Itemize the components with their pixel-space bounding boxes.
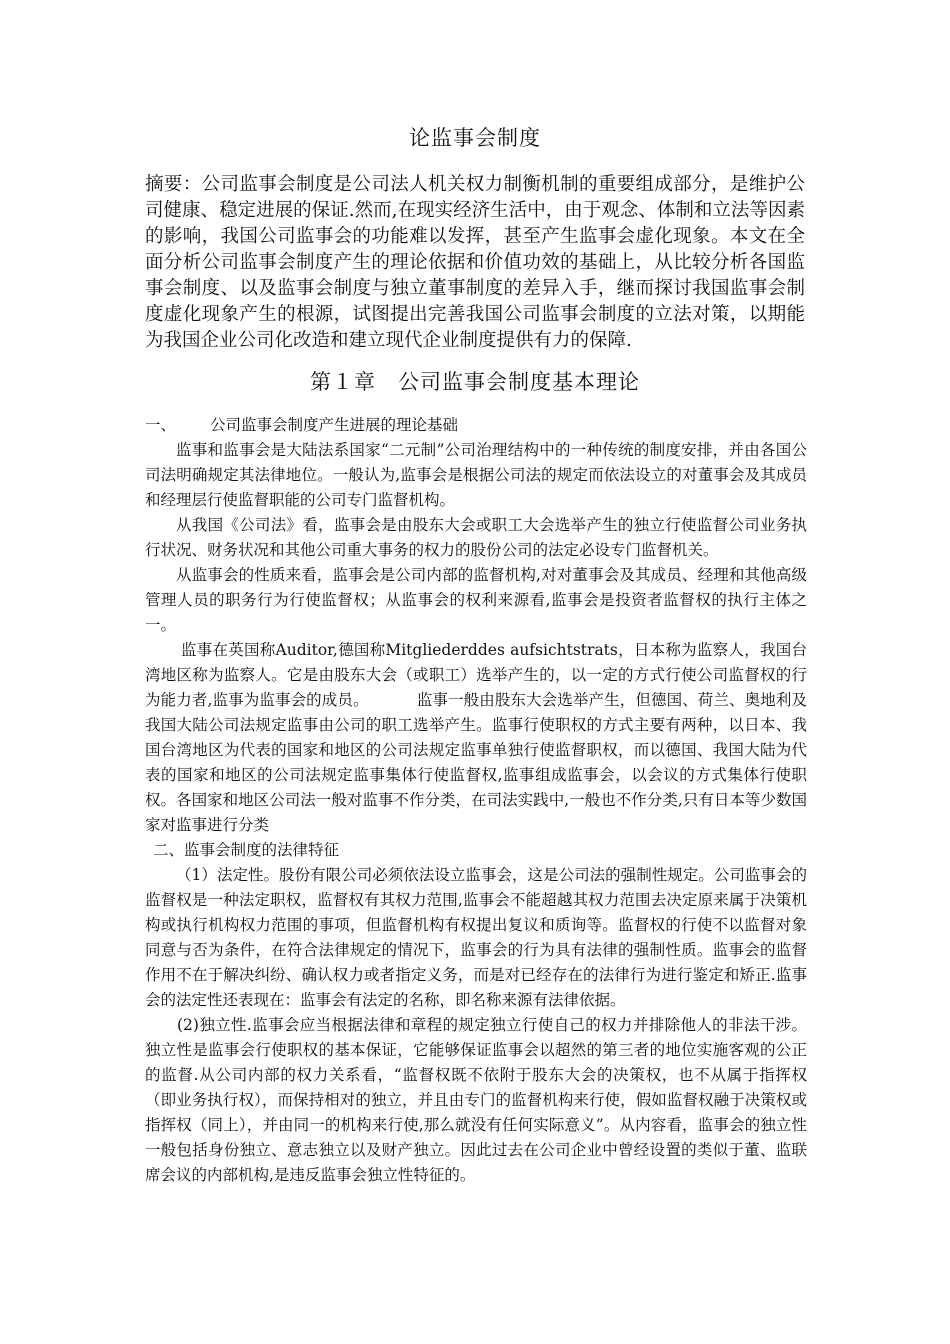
section-heading-2: 二、监事会制度的法律特征 [153, 841, 340, 859]
body-paragraph [145, 638, 807, 838]
chapter-heading: 第１章 公司监事会制度基本理论 [310, 370, 640, 394]
body-paragraph: 从监事会的性质来看，监事会是公司内部的监督机构,对对董事会及其成员、经理和其他高级管理人员的职务行为行使监督权；从监事会的权利来源看,监事会是投资者监督权的执行主体之一。 [145, 566, 807, 634]
section-heading-1 [145, 413, 807, 438]
section-number: 一、 [145, 416, 177, 434]
paragraph-text: 独立性.监事会应当根据法律和章程的规定独立行使自己的权力并排除他人的非法干涉。独立性是监事会行使职权的基本保证，它能够保证监事会以超然的第三者的地位实施客观的公正的监督.从公司内部的权力关系看，“监督权既不依附于股东大会的决策权，也不从属于指挥权（即业务执行权），而保持相对的独立，并且由专门的监督机构来行使，假如监督权融于决策权或指挥权（同上），并由同一的机构来行使,那么就没有任何实际意义”。从内容看，监事会的独立性一般包括身份独立、意志独立以及财产独立。因此过去在公司企业中曾经设置的类似于董、监联席会议的内部机构,是违反监事会独立性特征的。 [145, 1016, 807, 1184]
section-title: 公司监事会制度产生进展的理论基础 [210, 416, 459, 434]
item-number: (2) [177, 1016, 199, 1034]
paragraph-part-a: 监事在英国称Auditor,德国称Mitgliederddes aufsichtstrats，日本称为监察人，我国台湾地区称为监察人。它是由股东大会（或职工）选举产生的，以一定的方式行使公司监督权的行为能力者,监事为监事会的成员。 [145, 641, 807, 709]
body-paragraph: 监事和监事会是大陆法系国家“二元制”公司治理结构中的一种传统的制度安排，并由各国公司法明确规定其法律地位。一般认为,监事会是根据公司法的规定而依法设立的对董事会及其成员和经理层行使监督职能的公司专门监督机构。 [145, 441, 807, 509]
body-paragraph [145, 1013, 807, 1188]
body-paragraph: （1）法定性。股份有限公司必须依法设立监事会，这是公司法的强制性规定。公司监事会的监督权是一种法定职权，监督权有其权力范围,监事会不能超越其权力范围去决定原来属于决策机构或执行机构权力范围的事项，但监督机构有权提出复议和质询等。监督权的行使不以监督对象同意与否为条件，在符合法律规定的情况下，监事会的行为具有法律的强制性质。监事会的监督作用不在于解决纠纷、确认权力或者指定义务，而是对已经存在的法律行为进行鉴定和矫正.监事会的法定性还表现在：监事会有法定的名称，即名称来源有法律依据。 [145, 866, 807, 1009]
document-title: 论监事会制度 [409, 126, 541, 150]
abstract-paragraph: 摘要：公司监事会制度是公司法人机关权力制衡机制的重要组成部分，是维护公司健康、稳定进展的保证.然而,在现实经济生活中，由于观念、体制和立法等因素的影响，我国公司监事会的功能难以发挥，甚至产生监事会虚化现象。本文在全面分析公司监事会制度产生的理论依据和价值功效的基础上，从比较分析各国监事会制度、以及监事会制度与独立董事制度的差异入手，继而探讨我国监事会制度虚化现象产生的根源，试图提出完善我国公司监事会制度的立法对策，以期能为我国企业公司化改造和建立现代企业制度提供有力的保障. [145, 174, 805, 351]
document-body [145, 413, 807, 1188]
body-paragraph: 从我国《公司法》看，监事会是由股东大会或职工大会选举产生的独立行使监督公司业务执行状况、财务状况和其他公司重大事务的权力的股份公司的法定必设专门监督机关。 [145, 516, 807, 559]
paragraph-part-b: 监事一般由股东大会选举产生，但德国、荷兰、奥地利及我国大陆公司法规定监事由公司的职工选举产生。监事行使职权的方式主要有两种，以日本、我国台湾地区为代表的国家和地区的公司法规定监事单独行使监督职权，而以德国、我国大陆为代表的国家和地区的公司法规定监事集体行使监督权,监事组成监事会，以会议的方式集体行使职权。各国家和地区公司法一般对监事不作分类，在司法实践中,一般也不作分类,只有日本等少数国家对监事进行分类 [145, 691, 807, 834]
